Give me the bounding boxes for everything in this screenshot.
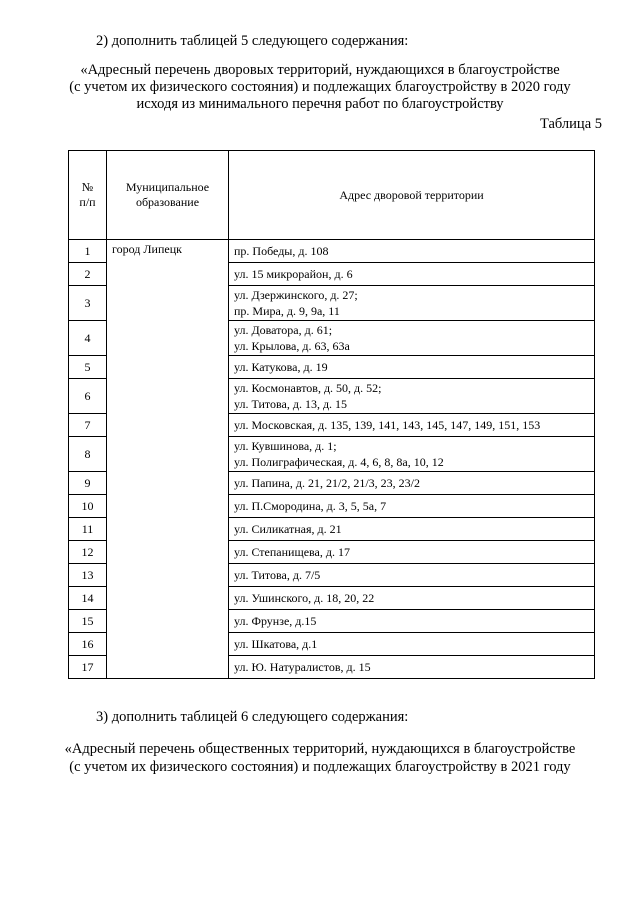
- row-number: 15: [69, 610, 107, 633]
- header-municipality: Муниципальное образование: [107, 151, 229, 240]
- address-cell: [229, 495, 595, 518]
- heading-line: (с учетом их физического состояния) и подлежащих благоустройству в 2020 году: [69, 79, 571, 95]
- address-line: ул. Шкатова, д.1: [234, 637, 318, 651]
- address-line: ул. Титова, д. 7/5: [234, 568, 321, 582]
- section-3-intro: 3) дополнить таблицей 6 следующего содержания:: [96, 709, 409, 725]
- heading-line: исходя из минимального перечня работ по благоустройству: [136, 96, 504, 112]
- row-number: 17: [69, 656, 107, 679]
- row-number: 2: [69, 263, 107, 286]
- row-number: 14: [69, 587, 107, 610]
- address-line: ул. Катукова, д. 19: [234, 360, 328, 374]
- address-line: ул. Доватора, д. 61;: [234, 323, 333, 337]
- address-line: пр. Победы, д. 108: [234, 244, 329, 258]
- table-5-heading: [0, 62, 640, 113]
- address-line: пр. Мира, д. 9, 9а, 11: [234, 304, 340, 318]
- table-body: [69, 240, 595, 679]
- table-6-heading: [0, 740, 640, 776]
- row-number: 12: [69, 541, 107, 564]
- address-line: ул. Силикатная, д. 21: [234, 522, 342, 536]
- table-5-caption: Таблица 5: [539, 116, 602, 132]
- address-line: ул. Фрунзе, д.15: [234, 614, 317, 628]
- address-line: ул. Кувшинова, д. 1;: [234, 439, 337, 453]
- row-number: 8: [69, 437, 107, 472]
- address-line: ул. Степанищева, д. 17: [234, 545, 350, 559]
- address-line: ул. П.Смородина, д. 3, 5, 5а, 7: [234, 499, 387, 513]
- header-num: № п/п: [69, 151, 107, 240]
- municipality-cell: город Липецк: [107, 240, 229, 679]
- address-line: ул. Московская, д. 135, 139, 141, 143, 145, 147, 149, 151, 153: [234, 418, 541, 432]
- row-number: 13: [69, 564, 107, 587]
- row-number: 1: [69, 240, 107, 263]
- address-line: ул. Полиграфическая, д. 4, 6, 8, 8а, 10, 12: [234, 455, 444, 469]
- row-number: 4: [69, 321, 107, 356]
- address-line: ул. Дзержинского, д. 27;: [234, 288, 358, 302]
- address-cell: [229, 541, 595, 564]
- row-number: 5: [69, 356, 107, 379]
- address-cell: [229, 472, 595, 495]
- address-line: ул. Ю. Натуралистов, д. 15: [234, 660, 371, 674]
- row-number: 7: [69, 414, 107, 437]
- address-cell: [229, 610, 595, 633]
- address-cell: [229, 263, 595, 286]
- address-cell: [229, 240, 595, 263]
- address-cell: [229, 564, 595, 587]
- address-cell: [229, 356, 595, 379]
- address-line: ул. Титова, д. 13, д. 15: [234, 397, 348, 411]
- row-number: 16: [69, 633, 107, 656]
- address-cell: [229, 321, 595, 356]
- row-number: 10: [69, 495, 107, 518]
- row-number: 11: [69, 518, 107, 541]
- row-number: 3: [69, 286, 107, 321]
- address-cell: [229, 414, 595, 437]
- address-table: [68, 150, 595, 679]
- table-header-row: [69, 151, 595, 240]
- address-line: ул. Ушинского, д. 18, 20, 22: [234, 591, 375, 605]
- address-line: ул. Космонавтов, д. 50, д. 52;: [234, 381, 382, 395]
- heading-line: (с учетом их физического состояния) и подлежащих благоустройству в 2021 году: [69, 759, 571, 775]
- heading-line: «Адресный перечень дворовых территорий, нуждающихся в благоустройстве: [80, 62, 560, 78]
- address-cell: [229, 633, 595, 656]
- address-cell: [229, 379, 595, 414]
- address-cell: [229, 587, 595, 610]
- section-2-intro: 2) дополнить таблицей 5 следующего содержания:: [96, 33, 409, 49]
- address-cell: [229, 286, 595, 321]
- address-cell: [229, 437, 595, 472]
- heading-line: «Адресный перечень общественных территорий, нуждающихся в благоустройстве: [64, 741, 576, 757]
- address-cell: [229, 518, 595, 541]
- row-number: 9: [69, 472, 107, 495]
- row-number: 6: [69, 379, 107, 414]
- address-line: ул. Папина, д. 21, 21/2, 21/3, 23, 23/2: [234, 476, 420, 490]
- address-cell: [229, 656, 595, 679]
- address-line: ул. Крылова, д. 63, 63а: [234, 339, 350, 353]
- address-line: ул. 15 микрорайон, д. 6: [234, 267, 353, 281]
- table-row: [69, 240, 595, 263]
- header-address: Адрес дворовой территории: [229, 151, 595, 240]
